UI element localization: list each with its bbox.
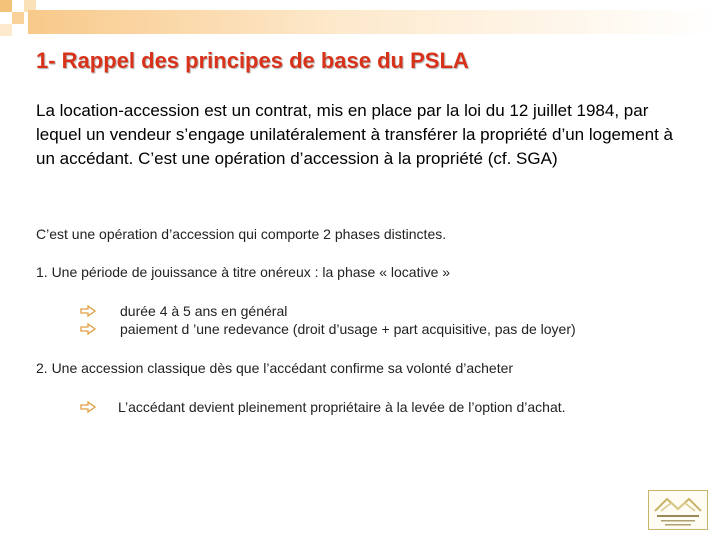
phase-1-heading: 1. Une période de jouissance à titre onéreux : la phase « locative »	[36, 264, 451, 280]
phase-2-heading: 2. Une accession classique dès que l’accédant confirme sa volonté d’acheter	[36, 360, 514, 376]
bullet-text: paiement d ’une redevance (droit d’usage + part acquisitive, pas de loyer)	[120, 321, 576, 337]
hollow-right-arrow-icon	[80, 401, 98, 413]
hollow-right-arrow-icon	[80, 323, 98, 335]
bullet-text: L’accédant devient pleinement propriétaire à la levée de l’option d’achat.	[118, 399, 566, 415]
page-title: 1- Rappel des principes de base du PSLA	[36, 48, 469, 73]
hollow-right-arrow-icon	[80, 305, 98, 317]
intro-paragraph: La location-accession est un contrat, mis en place par la loi du 12 juillet 1984, par lequel un vendeur s’engage unilatéralement à transférer la propriété d’un logement à un accédant. C’est une opération d’accession à la propriété (cf. SGA)	[36, 101, 673, 168]
phase-1-bullet	[80, 321, 576, 337]
phase-2-bullet	[80, 399, 566, 415]
phases-intro: C’est une opération d’accession qui comporte 2 phases distinctes.	[36, 226, 447, 242]
organization-logo	[648, 490, 708, 530]
title-gradient-bar	[28, 10, 720, 34]
bullet-text: durée 4 à 5 ans en général	[120, 303, 288, 319]
phase-1-bullet	[80, 303, 287, 319]
